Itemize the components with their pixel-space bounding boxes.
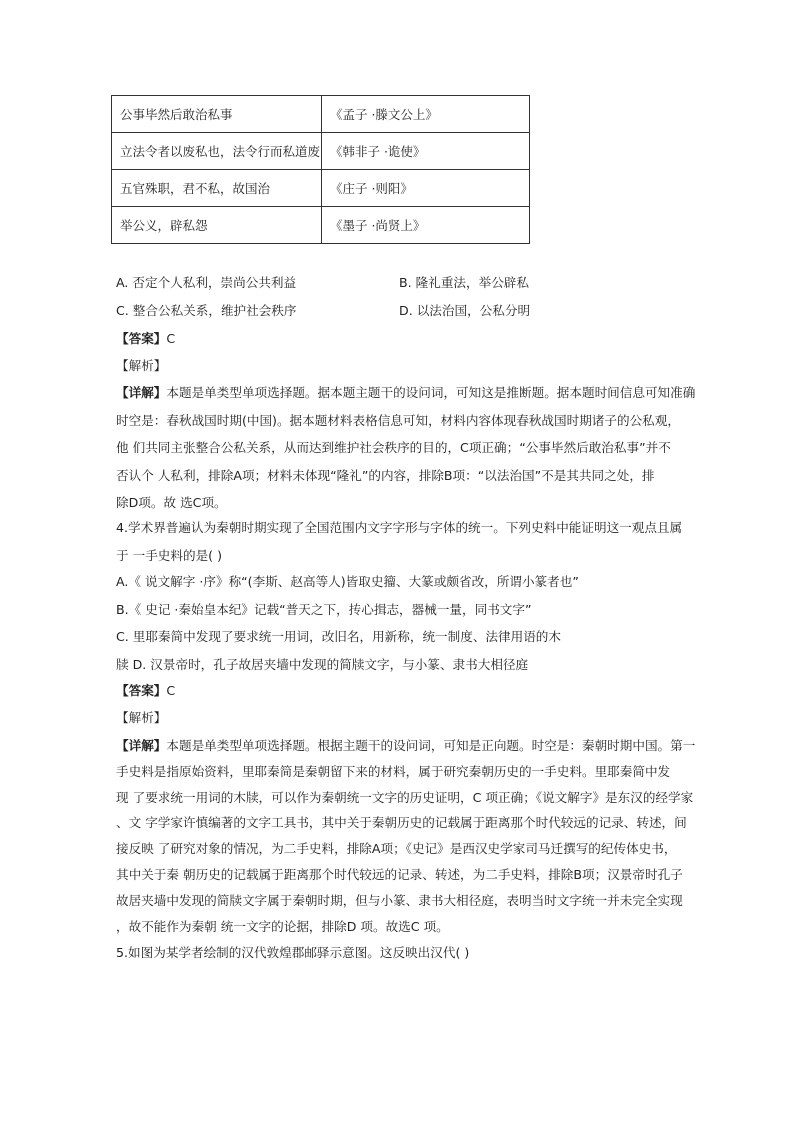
text-line-content: 故居夹墙中发现的简牍文字属于秦朝时期，但与小篆、隶书大相径庭，表明当时文字统一并未完全实现 <box>116 892 683 908</box>
q4-answer-tag: 【答案】 <box>116 683 167 698</box>
table-row <box>112 207 530 244</box>
table-cell-source: 《庄子 ·则阳》 <box>321 170 529 207</box>
table-cell-content: 五官殊职，君不私，故国治 <box>112 170 322 207</box>
text-line-content: 本题是单类型单项选择题。根据主题干的设问词，可知是正向题。时空是：秦朝时期中国。第一 <box>166 738 696 753</box>
text-line <box>116 494 227 512</box>
table-cell-source: 《孟子 ·滕文公上》 <box>321 96 529 133</box>
q4-answer <box>116 682 175 700</box>
text-line <box>116 412 680 430</box>
q3-option-b: B. 隆礼重法，举公辟私 <box>399 275 529 290</box>
text-line-content: 他 们共同主张整合公私关系，从而达到维护社会秩序的目的，C项正确；“公事毕然后敢治私事”并不 <box>116 440 671 455</box>
text-line <box>116 892 683 910</box>
q3-option-a: A. 否定个人私利，崇尚公共利益 <box>116 275 297 290</box>
table-cell-source: 《韩非子 ·诡使》 <box>321 133 529 170</box>
text-line-content: 接反映 了研究对象的情况，为二手史料，排除A项；《史记》是西汉史学家司马迁撰写的纪传体史书， <box>116 841 677 857</box>
text-line-content: C. 里耶秦简中发现了要求统一用词，改旧名，用新称，统一制度、法律用语的木 <box>116 629 561 644</box>
text-line <box>116 866 683 884</box>
text-line-content: 时空是：春秋战国时期(中国)。据本题材料表格信息可知，材料内容体现春秋战国时期诸子的公私观， <box>116 412 680 428</box>
text-line-content: 本题是单类型单项选择题。据本题主题干的设问词，可知这是推断题。据本题时间信息可知准确 <box>166 385 696 400</box>
text-line <box>116 519 682 537</box>
q3-option-d: D. 以法治国，公私分明 <box>399 303 531 318</box>
q3-answer <box>116 330 175 348</box>
text-line <box>116 737 695 755</box>
text-line-content: 、文 字学家许慎编著的文字工具书，其中关于秦朝历史的记载属于距离那个时代较远的记录、转述，间 <box>116 815 687 831</box>
text-line-content: A.《 说文解字 ·序》称“(李斯、赵高等人)皆取史籀、大篆或颇省改，所谓小篆者也” <box>116 574 579 589</box>
text-line <box>116 814 687 832</box>
text-line-content: 其中关于秦 朝历史的记载属于距离那个时代较远的记录、转述，为二手史料，排除B项；汉景帝时孔子 <box>116 867 683 882</box>
q3-answer-value: C <box>166 331 176 346</box>
text-line <box>116 467 655 485</box>
text-line-content: 除D项。故 选C项。 <box>116 495 227 510</box>
source-table <box>111 95 530 244</box>
text-line <box>116 763 670 781</box>
table-cell-source: 《墨子 ·尚贤上》 <box>321 207 529 244</box>
text-line-content: 牍 D. 汉景帝时，孔子故居夹墙中发现的简牍文字，与小篆、隶书大相径庭 <box>116 656 529 672</box>
table-row <box>112 96 530 133</box>
text-line <box>116 918 449 936</box>
detail-tag: 【详解】 <box>116 738 167 753</box>
text-line-content: ，故不能作为秦朝 统一文字的论据，排除D 项。故选C 项。 <box>116 918 449 934</box>
text-line <box>116 384 695 402</box>
text-line <box>116 840 676 858</box>
text-line-content: B.《 史记 ·秦始皇本纪》记载“普天之下，抟心揖志，器械一量，同书文字” <box>116 601 532 617</box>
table-cell-content: 立法令者以废私也，法令行而私道废 <box>112 133 322 170</box>
table-cell-content: 公事毕然后敢治私事 <box>112 96 322 133</box>
text-line <box>116 439 671 457</box>
text-line-content: 现 了要求统一用词的木牍，可以作为秦朝统一文字的历史证明，C 项正确；《说文解字》是东汉的经学家 <box>116 789 694 805</box>
text-line <box>116 789 693 807</box>
text-line <box>116 656 528 674</box>
detail-tag: 【详解】 <box>116 385 167 400</box>
table-cell-content: 举公义，辟私怨 <box>112 207 322 244</box>
text-line-content: 否认个 人私利，排除A项；材料未体现“隆礼”的内容，排除B项：“以法治国”不是其共同之处，排 <box>116 467 655 483</box>
q3-analysis-tag: 【解析】 <box>116 358 167 373</box>
q4-analysis-tag: 【解析】 <box>116 710 167 725</box>
q4-answer-value: C <box>166 683 176 698</box>
text-line <box>116 547 222 565</box>
table-row <box>112 133 530 170</box>
q3-option-c: C. 整合公私关系，维护社会秩序 <box>116 303 297 318</box>
text-line <box>116 628 561 646</box>
text-line-content: 4.学术界普遍认为秦朝时期实现了全国范围内文字字形与字体的统一。下列史料中能证明这一观点且属 <box>116 520 683 535</box>
q3-answer-tag: 【答案】 <box>116 331 167 346</box>
text-line-content: 手史料是指原始资料，里耶秦简是秦朝留下来的材料，属于研究秦朝历史的一手史料。里耶秦简中发 <box>116 763 671 779</box>
text-line-content: 于 一手史料的是( ) <box>116 547 222 563</box>
text-line <box>116 601 532 619</box>
q5-stem: 5.如图为某学者绘制的汉代敦煌郡邮驿示意图。这反映出汉代( ) <box>116 945 470 960</box>
text-line <box>116 573 579 591</box>
table-row <box>112 170 530 207</box>
